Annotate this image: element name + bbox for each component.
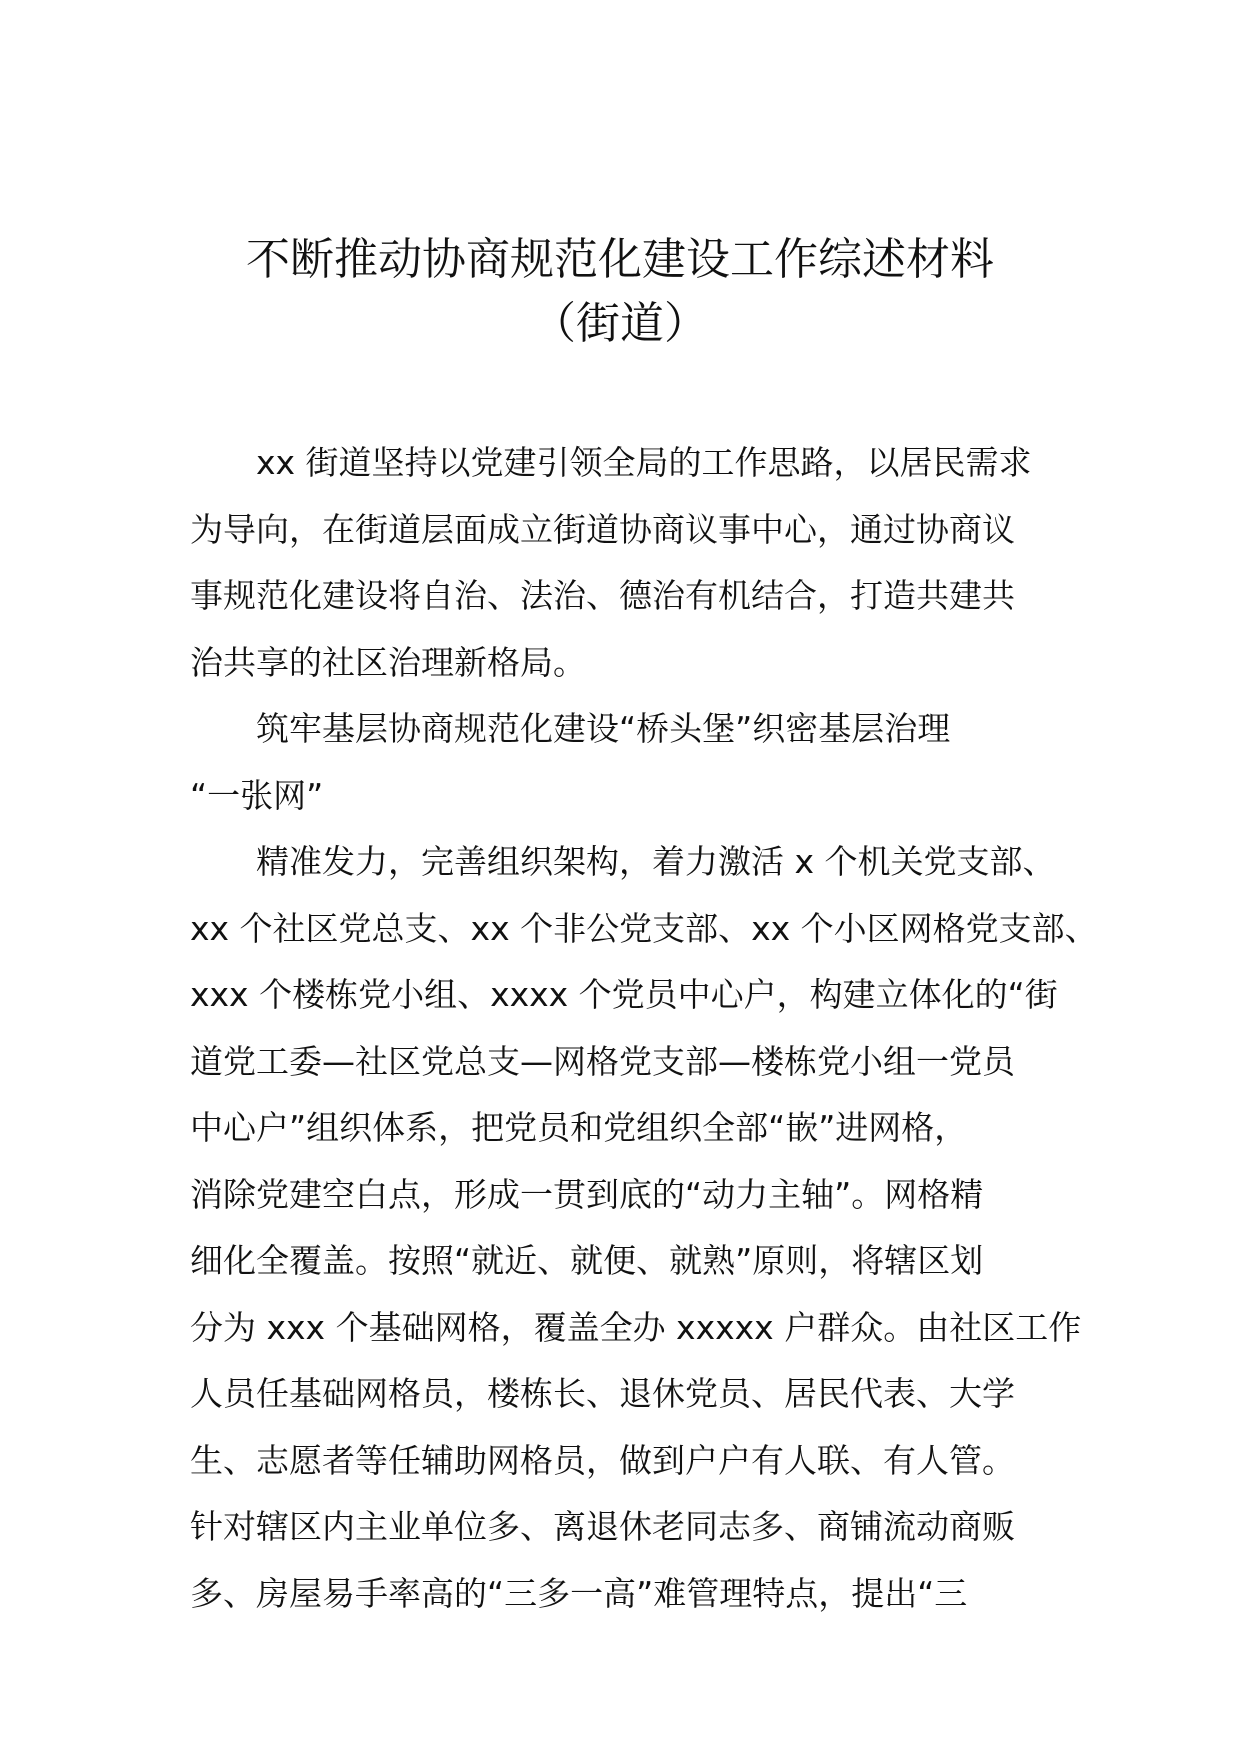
section-heading-line: 筑牢基层协商规范化建设“桥头堡”织密基层治理 bbox=[256, 709, 951, 748]
paragraph-2-line: 细化全覆盖。按照“就近、就便、就熟”原则，将辖区划 bbox=[190, 1241, 984, 1280]
paragraph-1-line: 治共享的社区治理新格局。 bbox=[190, 642, 586, 682]
paragraph-2-line: 针对辖区内主业单位多、离退休老同志多、商铺流动商贩 bbox=[190, 1507, 1015, 1546]
paragraph-2-line: xxx 个楼栋党小组、xxxx 个党员中心户，构建立体化的“街 bbox=[190, 975, 1058, 1014]
paragraph-2-line: 中心户”组织体系，把党员和党组织全部“嵌”进网格， bbox=[190, 1108, 968, 1147]
paragraph-2-line: 分为 xxx 个基础网格，覆盖全办 xxxxx 户群众。由社区工作 bbox=[190, 1307, 1082, 1347]
paragraph-2-line: 精准发力，完善组织架构，着力激活 x 个机关党支部、 bbox=[256, 842, 1056, 881]
paragraph-2-line: xx 个社区党总支、xx 个非公党支部、xx 个小区网格党支部、 bbox=[190, 908, 1098, 948]
paragraph-1-line: 为导向，在街道层面成立街道协商议事中心，通过协商议 bbox=[190, 509, 1015, 549]
paragraph-2-line: 人员任基础网格员，楼栋长、退休党员、居民代表、大学 bbox=[190, 1374, 1015, 1413]
title-line-sub: （街道） bbox=[532, 298, 708, 349]
paragraph-2-line: 生、志愿者等任辅助网格员，做到户户有人联、有人管。 bbox=[190, 1440, 1015, 1480]
document-title bbox=[150, 228, 1090, 356]
paragraph-2-line: 消除党建空白点，形成一贯到底的“动力主轴”。网格精 bbox=[190, 1174, 984, 1214]
paragraph-2-line: 道党工委—社区党总支—网格党支部—楼栋党小组一党员 bbox=[190, 1041, 1015, 1081]
document-body bbox=[190, 430, 1098, 1627]
paragraph-2-line: 多、房屋易手率高的“三多一高”难管理特点，提出“三 bbox=[190, 1573, 968, 1613]
section-heading-line: “一张网” bbox=[190, 775, 324, 815]
title-line-main: 不断推动协商规范化建设工作综述材料 bbox=[246, 234, 994, 285]
paragraph-1-line: xx 街道坚持以党建引领全局的工作思路，以居民需求 bbox=[256, 443, 1032, 482]
paragraph-1-line: 事规范化建设将自治、法治、德治有机结合，打造共建共 bbox=[190, 576, 1015, 615]
